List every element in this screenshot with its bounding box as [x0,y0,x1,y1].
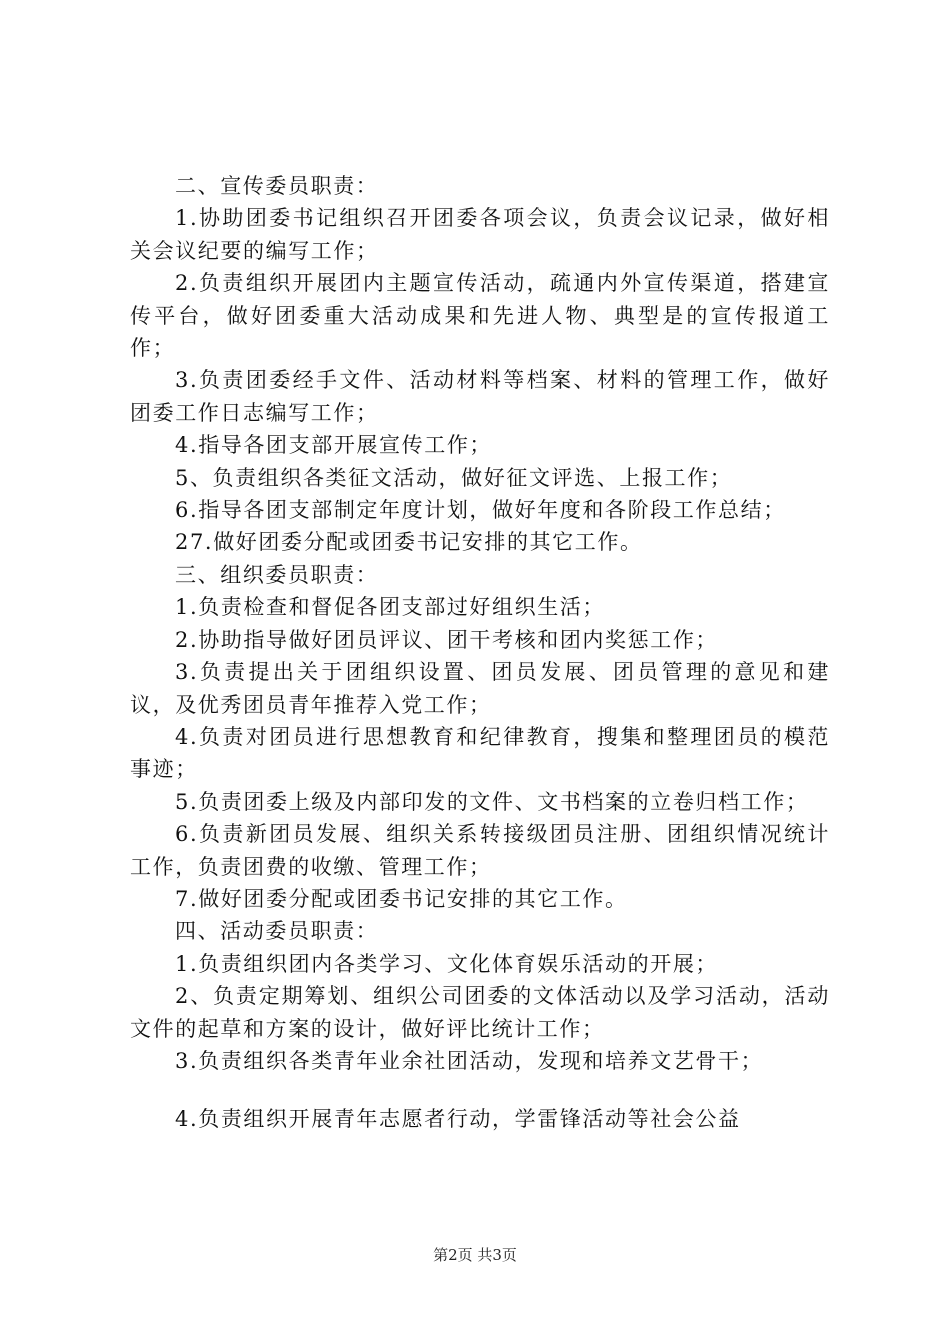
paragraph: 2.协助指导做好团员评议、团干考核和团内奖惩工作； [175,627,719,652]
paragraph: 6.负责新团员发展、组织关系转接级团员注册、团组织情况统计工作，负责团费的收缴、管理工作； [130,822,830,879]
paragraph: 2.负责组织开展团内主题宣传活动，疏通内外宣传渠道，搭建宣传平台，做好团委重大活动成果和先进人物、典型是的宣传报道工作； [130,271,830,361]
paragraph: 1.负责检查和督促各团支部过好组织生活； [175,595,606,620]
paragraph: 7.做好团委分配或团委书记安排的其它工作。 [175,886,628,911]
paragraph: 4.负责组织开展青年志愿者行动，学雷锋活动等社会公益 [175,1107,741,1132]
paragraph: 1.负责组织团内各类学习、文化体育娱乐活动的开展； [175,951,719,976]
paragraph: 3.负责组织各类青年业余社团活动，发现和培养文艺骨干； [175,1048,764,1073]
document-body [130,170,830,1136]
paragraph: 2、负责定期筹划、组织公司团委的文体活动以及学习活动，活动文件的起草和方案的设计，做好评比统计工作； [130,984,830,1041]
paragraph: 3.负责团委经手文件、活动材料等档案、材料的管理工作，做好团委工作日志编写工作； [130,368,830,425]
paragraph: 4.指导各团支部开展宣传工作； [175,433,493,458]
section-heading-activities: 四、活动委员职责： [175,919,379,944]
paragraph: 5、负责组织各类征文活动，做好征文评选、上报工作； [175,465,733,490]
paragraph: 6.指导各团支部制定年度计划，做好年度和各阶段工作总结； [175,498,786,523]
section-heading-organization: 三、组织委员职责： [175,562,379,587]
paragraph: 27.做好团委分配或团委书记安排的其它工作。 [175,530,643,555]
paragraph: 4.负责对团员进行思想教育和纪律教育，搜集和整理团员的模范事迹； [130,724,830,782]
paragraph: 3.负责提出关于团组织设置、团员发展、团员管理的意见和建议，及优秀团员青年推荐入党工作； [130,660,830,717]
paragraph: 5.负责团委上级及内部印发的文件、文书档案的立卷归档工作； [175,789,809,814]
paragraph: 1.协助团委书记组织召开团委各项会议，负责会议记录，做好相关会议纪要的编写工作； [130,206,830,263]
section-heading-publicity: 二、宣传委员职责： [175,174,379,198]
page-number-footer: 第2页 共3页 [433,1246,517,1264]
